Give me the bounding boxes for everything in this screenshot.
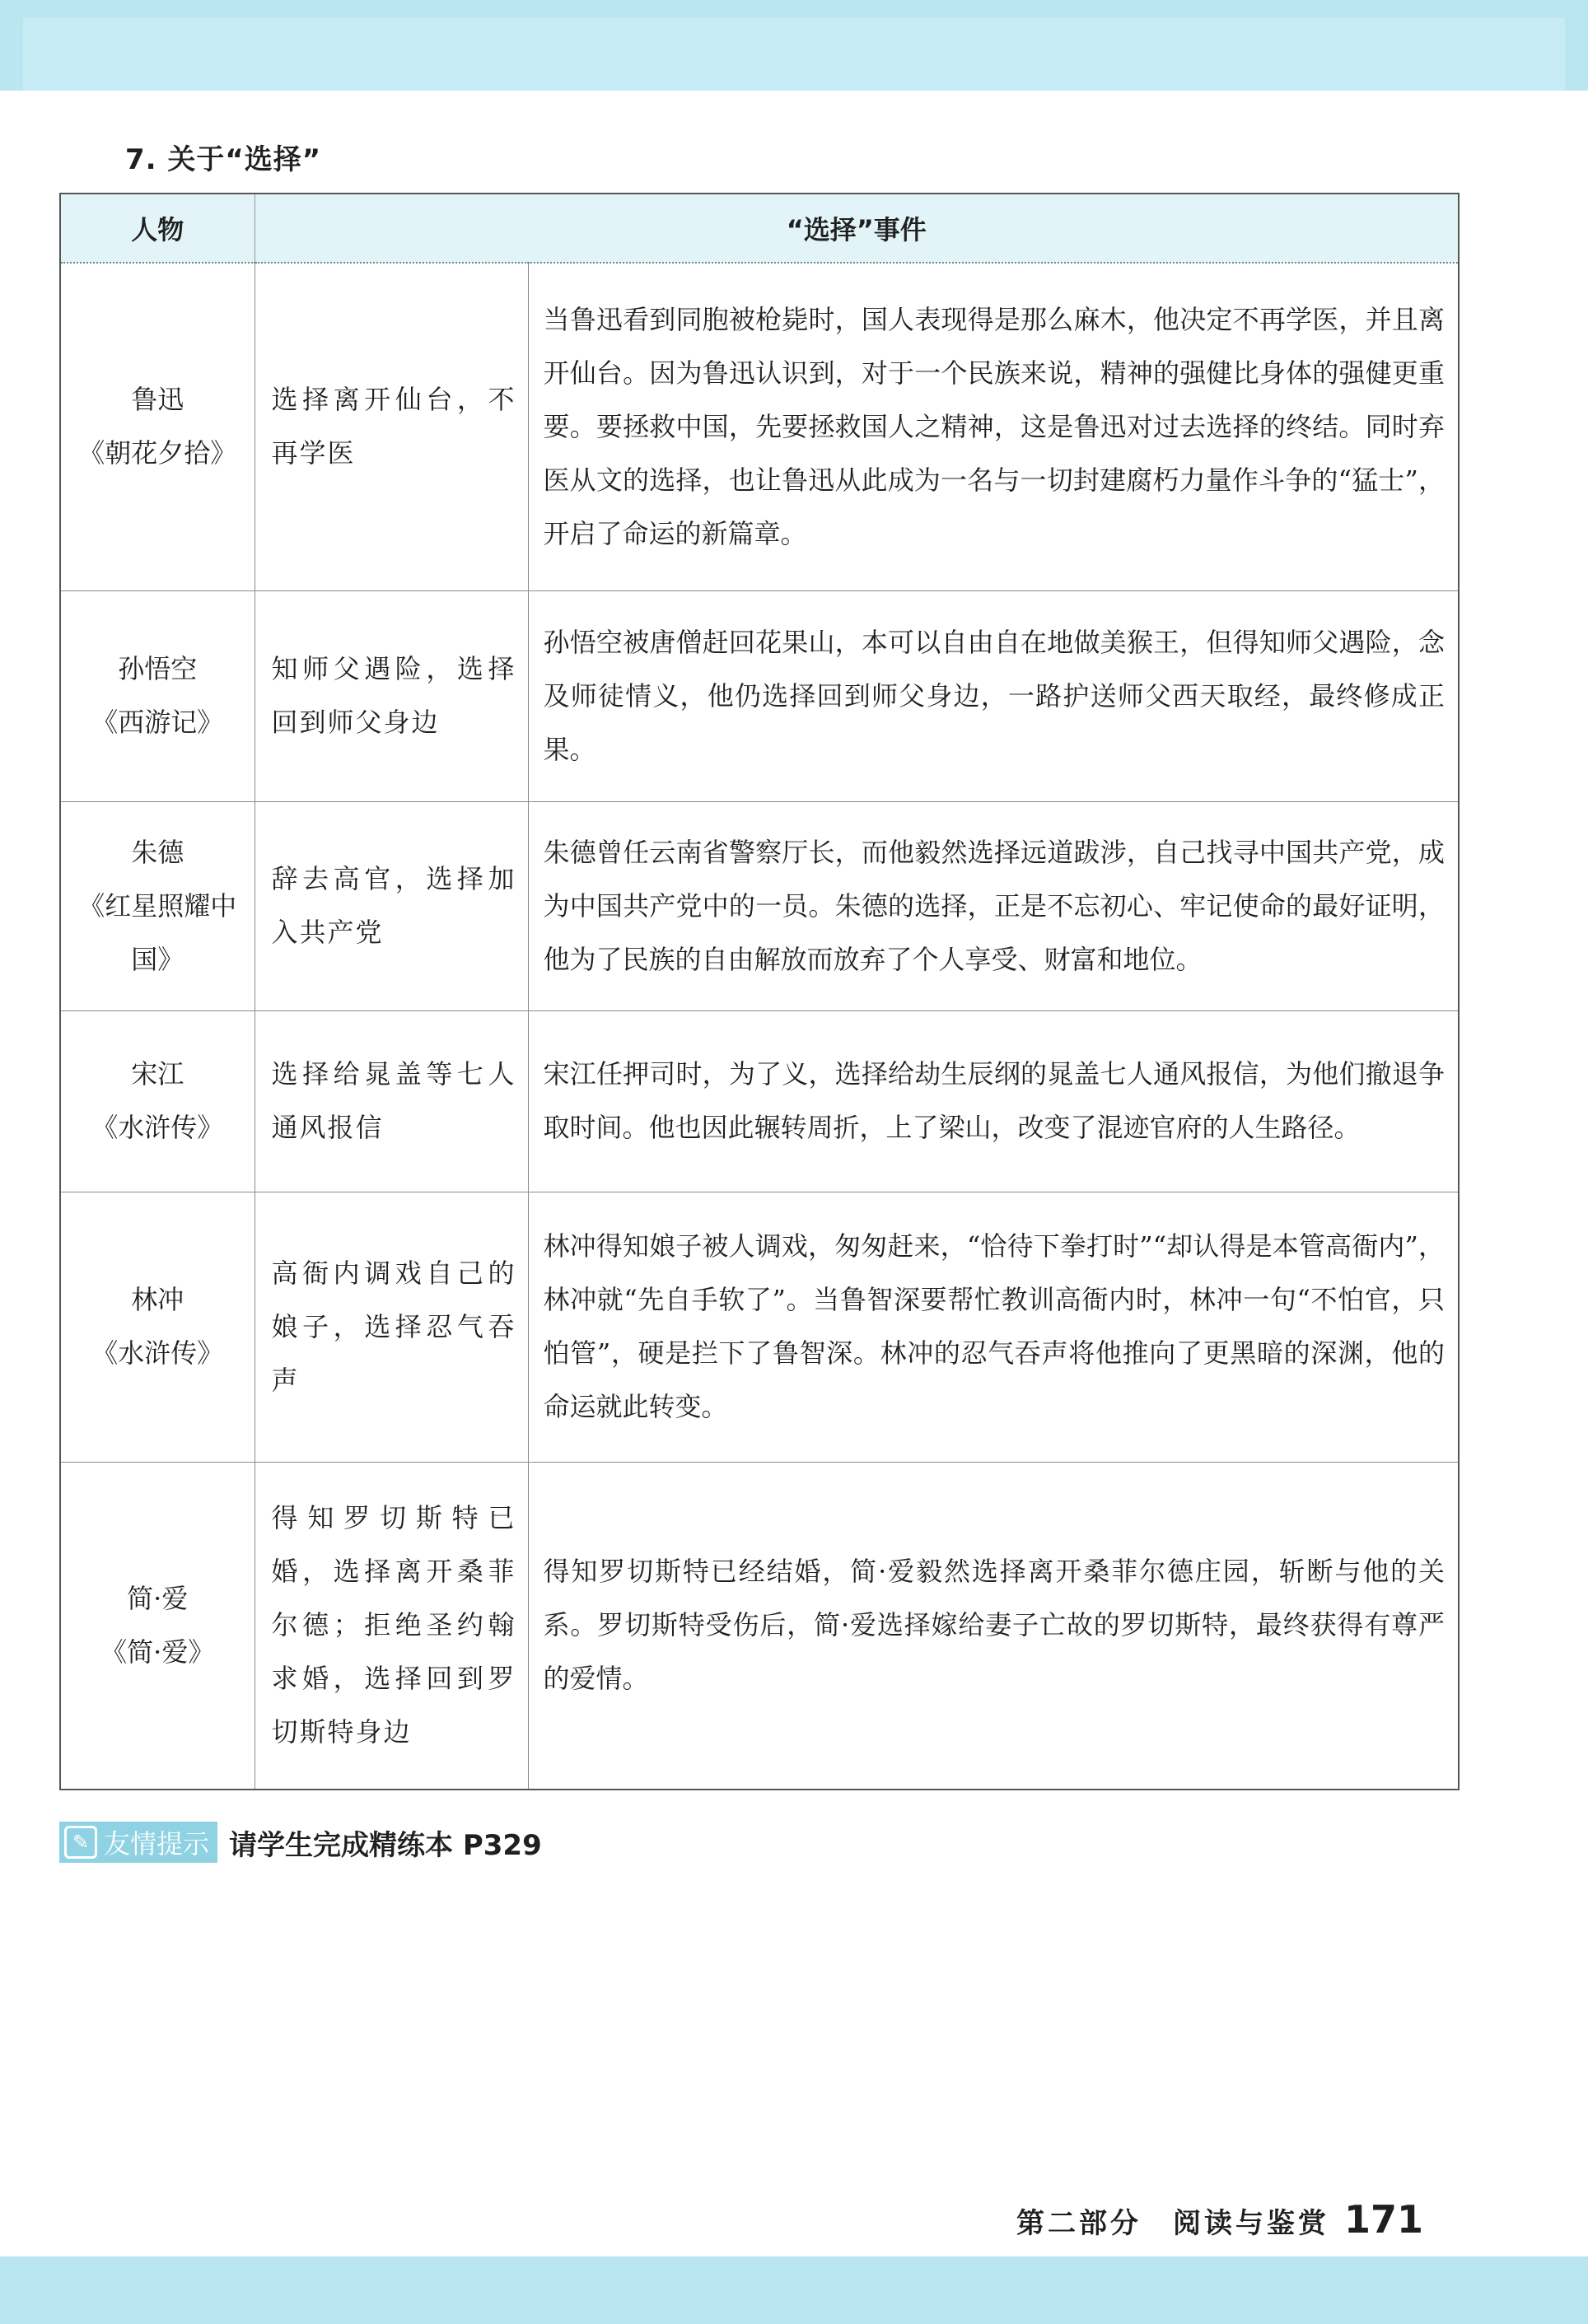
tip-bar bbox=[59, 1822, 542, 1863]
header-event: “选择”事件 bbox=[255, 194, 1459, 263]
top-color-band bbox=[0, 0, 1588, 91]
person-cell bbox=[60, 1192, 255, 1462]
person-name: 林冲 bbox=[131, 1284, 184, 1315]
person-cell bbox=[60, 263, 255, 590]
table-row bbox=[60, 1010, 1459, 1192]
choice-cell: 选择给晁盖等七人通风报信 bbox=[255, 1010, 528, 1192]
work-title: 《红星照耀中国》 bbox=[78, 889, 237, 975]
tip-icon: ✎ bbox=[64, 1826, 97, 1859]
tip-text: 请学生完成精练本 P329 bbox=[229, 1828, 542, 1862]
person-name: 孙悟空 bbox=[118, 653, 198, 684]
event-cell: 朱德曾任云南省警察厅长，而他毅然选择远道跋涉，自己找寻中国共产党，成为中国共产党中的一员。朱德的选择，正是不忘初心、牢记使命的最好证明，他为了民族的自由解放而放弃了个人享受、财富和地位。 bbox=[528, 801, 1459, 1010]
page-number: 171 bbox=[1343, 2197, 1423, 2242]
choice-cell: 得知罗切斯特已婚，选择离开桑菲尔德；拒绝圣约翰求婚，选择回到罗切斯特身边 bbox=[255, 1462, 528, 1790]
event-cell: 得知罗切斯特已经结婚，简·爱毅然选择离开桑菲尔德庄园，斩断与他的关系。罗切斯特受伤后，简·爱选择嫁给妻子亡故的罗切斯特，最终获得有尊严的爱情。 bbox=[528, 1462, 1459, 1790]
person-name: 鲁迅 bbox=[131, 384, 184, 416]
section-heading: 7. 关于“选择” bbox=[125, 143, 322, 176]
event-cell: 当鲁迅看到同胞被枪毙时，国人表现得是那么麻木，他决定不再学医，并且离开仙台。因为鲁迅认识到，对于一个民族来说，精神的强健比身体的强健更重要。要拯救中国，先要拯救国人之精神，这是鲁迅对过去选择的终结。同时弃医从文的选择，也让鲁迅从此成为一名与一切封建腐朽力量作斗争的“猛士”，开启了命运的新篇章。 bbox=[543, 303, 1446, 549]
person-name: 宋江 bbox=[131, 1058, 184, 1090]
table-row bbox=[60, 590, 1459, 801]
bottom-color-band bbox=[0, 2256, 1588, 2324]
person-cell bbox=[60, 801, 255, 1010]
page-footer bbox=[1016, 2197, 1423, 2242]
footer-section-title: 第二部分 阅读与鉴赏 bbox=[1016, 2207, 1329, 2240]
table-row bbox=[60, 1462, 1459, 1790]
choice-table bbox=[59, 193, 1460, 1790]
tip-badge-label: 友情提示 bbox=[104, 1828, 210, 1860]
person-cell bbox=[60, 590, 255, 801]
choice-cell: 选择离开仙台，不再学医 bbox=[255, 263, 528, 590]
table-row bbox=[60, 263, 1459, 590]
event-cell: 宋江任押司时，为了义，选择给劫生辰纲的晁盖七人通风报信，为他们撤退争取时间。他也因此辗转周折，上了梁山，改变了混迹官府的人生路径。 bbox=[528, 1010, 1459, 1192]
work-title: 《水浒传》 bbox=[91, 1112, 224, 1143]
person-name: 简·爱 bbox=[127, 1582, 189, 1614]
event-cell: 孙悟空被唐僧赶回花果山，本可以自由自在地做美猴王，但得知师父遇险，念及师徒情义，他仍选择回到师父身边，一路护送师父西天取经，最终修成正果。 bbox=[528, 590, 1459, 801]
choice-cell: 辞去高官，选择加入共产党 bbox=[255, 801, 528, 1010]
work-title: 《水浒传》 bbox=[91, 1337, 224, 1369]
event-cell: 林冲得知娘子被人调戏，匆匆赶来，“恰待下拳打时”“却认得是本管高衙内”，林冲就“先自手软了”。当鲁智深要帮忙教训高衙内时，林冲一句“不怕官，只怕管”，硬是拦下了鲁智深。林冲的忍气吞声将他推向了更黑暗的深渊，他的命运就此转变。 bbox=[528, 1192, 1459, 1462]
table-row bbox=[60, 1192, 1459, 1462]
tip-badge bbox=[59, 1822, 217, 1863]
work-title: 《西游记》 bbox=[91, 707, 224, 738]
work-title: 《简·爱》 bbox=[100, 1636, 215, 1668]
work-title: 《朝花夕拾》 bbox=[78, 437, 237, 469]
choice-cell: 高衙内调戏自己的娘子，选择忍气吞声 bbox=[255, 1192, 528, 1462]
header-person: 人物 bbox=[60, 194, 255, 263]
person-name: 朱德 bbox=[131, 836, 184, 868]
person-cell bbox=[60, 1010, 255, 1192]
person-cell bbox=[60, 1462, 255, 1790]
choice-cell: 知师父遇险，选择回到师父身边 bbox=[255, 590, 528, 801]
table-row bbox=[60, 801, 1459, 1010]
table-header-row bbox=[60, 194, 1459, 263]
